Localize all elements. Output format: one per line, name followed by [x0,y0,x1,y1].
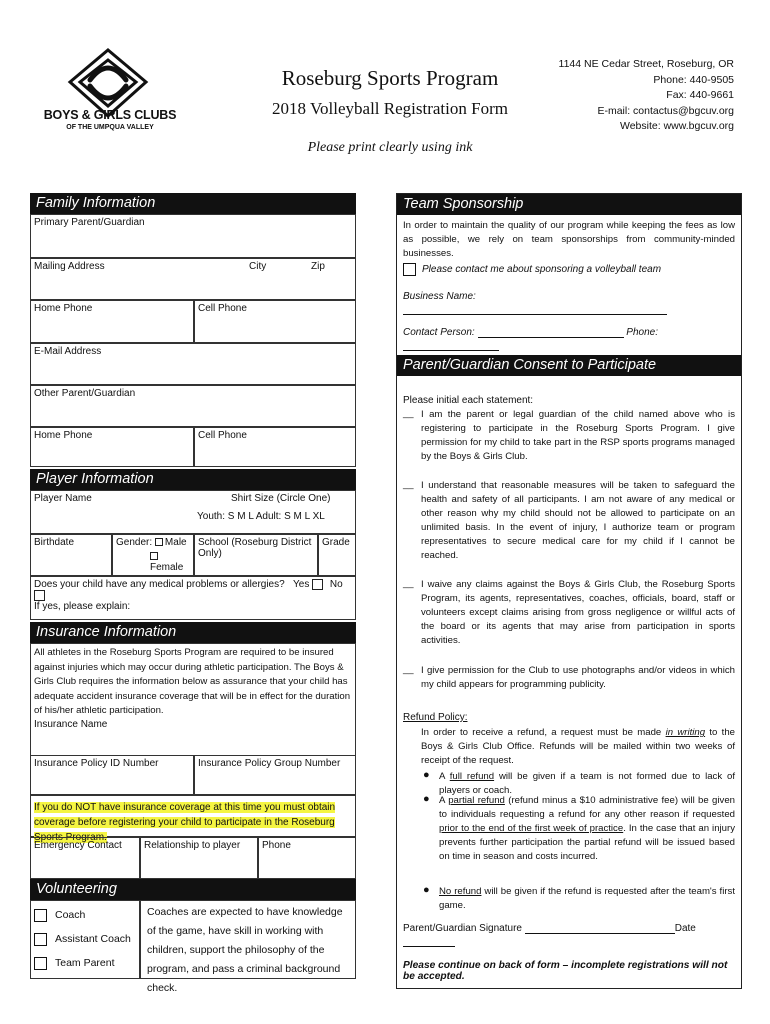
family-info-heading: Family Information [30,193,356,214]
contact-person-row [403,325,741,351]
refund-partial-d: prior to the end of the first week of practice [439,823,624,834]
shirt-size-label: Shirt Size (Circle One) [231,493,331,504]
home-phone-field[interactable] [30,300,194,343]
business-name-label: Business Name: [403,291,476,302]
sponsorship-text: In order to maintain the quality of our program while keeping the fees as low as possible, we rely on team sponsorships from community-minded businesses. [403,220,735,259]
fax: Fax: 440-9661 [666,89,734,101]
birthdate-field[interactable] [30,534,112,576]
business-name-row [403,291,741,315]
consent-statement-3: I waive any claims against the Boys & Girls Club, the Roseburg Sports Program, its agents, representatives, coaches, officials, board, staff or volunteers except claims arising from gross negligence or willful acts of the board or its agents that may arise from participation in sports activities. [421,579,735,646]
refund-policy-heading: Refund Policy: [403,712,468,723]
cell-phone2-label: Cell Phone [198,430,247,441]
player-name-field[interactable] [30,490,356,534]
refund-full-b: full refund [449,771,495,782]
sponsor-phone-label: Phone: [626,327,658,338]
mailing-address-label: Mailing Address [34,261,105,272]
org-subname: OF THE UMPQUA VALLEY [66,124,154,131]
home-phone-label: Home Phone [34,303,93,314]
date-line[interactable] [403,934,455,947]
insurance-warning-block [30,795,356,843]
email-label: E-Mail Address [34,346,102,357]
school-field[interactable] [194,534,318,576]
refund-partial-c: (refund minus a $10 administrative fee) will be given to individuals requesting a refund for any other reason if requested [439,795,735,820]
policy-id-field[interactable] [30,755,194,795]
cell-phone2-field[interactable] [194,427,356,467]
birthdate-label: Birthdate [34,537,75,548]
sponsor-phone-line[interactable] [403,338,499,351]
city-label: City [249,261,267,272]
refund-none [439,885,735,913]
assistant-coach-label: Assistant Coach [55,933,131,945]
other-guardian-field[interactable] [30,385,356,427]
primary-guardian-label: Primary Parent/Guardian [34,217,145,228]
address: 1144 NE Cedar Street, Roseburg, OR [558,58,734,70]
male-checkbox[interactable] [155,538,163,546]
refund-none-a: No refund [439,886,482,897]
insurance-warning-text-b: you must obtain coverage before registering your child to participate in the Roseburg Sports Program. [34,802,336,843]
yes-label: Yes [293,579,310,591]
refund-intro-c: to the Boys & Girls Club Office. Refunds will be mailed within two weeks of receipt of the request. [421,727,736,766]
contact-sponsor-checkbox[interactable] [403,263,416,276]
contact-sponsor-label: Please contact me about sponsoring a volleyball team [422,264,662,276]
coach-checkbox[interactable] [34,909,47,922]
zip-label: Zip [311,261,325,272]
relationship-label: Relationship to player [144,840,241,851]
refund-intro-a: In order to receive a refund, a request must be made [421,727,666,738]
consent-statement-1: I am the parent or legal guardian of the child named above who is registering to participate in the Roseburg Sports Program. I give permission for my child to take part in the RSP sports programs managed by the Boys & Girls Club. [421,409,735,462]
coach-label: Coach [55,909,86,921]
volunteer-options [30,900,140,979]
date-label: Date [674,923,696,934]
insurance-info-heading: Insurance Information [30,622,356,643]
initial-line-3[interactable]: __ [403,578,414,589]
refund-partial [439,794,735,864]
email: E-mail: contactus@bgcuv.org [597,104,734,117]
female-label: Female [150,562,184,573]
school-label: School (Roseburg District Only) [198,537,312,559]
consent-statement-4: I give permission for the Club to use photographs and/or videos in which my child appears for programming publicity. [421,665,735,690]
insurance-intro-text: All athletes in the Roseburg Sports Program are required to be insured against injuries which may occur during athletic participation. The Boys & Girls Club requires the information below as assurance that your child has adequate accident insurance coverage that will be in effect for the duration of his/her athletic participation. [34,647,351,716]
business-name-line[interactable] [403,302,667,315]
gender-field [112,534,194,576]
player-name-label: Player Name [34,493,92,504]
continue-note: Please continue on back of form – incomplete registrations will not be accepted. [403,960,728,982]
signature-line[interactable] [525,921,675,934]
initial-line-4[interactable]: __ [403,664,414,675]
male-label: Male [164,537,187,548]
consent-heading: Parent/Guardian Consent to Participate [397,355,741,376]
initial-line-2[interactable]: __ [403,479,414,490]
left-column [30,193,356,994]
bullet-icon: ● [423,769,430,781]
medical-no-checkbox[interactable] [34,590,45,601]
contact-block [559,57,734,135]
bullet-icon: ● [423,884,430,896]
group-number-field[interactable] [194,755,356,795]
emergency-phone-field[interactable] [258,837,356,879]
refund-partial-b: partial refund [448,795,505,806]
initial-line-1[interactable]: __ [403,408,414,419]
refund-partial-a: A [439,795,449,806]
refund-partial-e: . In the case that an injury prevents further participation the partial refund will be issued based on time in season and costs incurred. [439,823,735,862]
insurance-intro-block [30,643,356,755]
group-number-label: Insurance Policy Group Number [198,758,341,769]
email-field[interactable] [30,343,356,385]
signature-label: Parent/Guardian Signature [403,923,522,934]
female-checkbox[interactable] [150,552,158,560]
refund-full-c: will be given if a team is not formed due to lack of players or coach. [439,771,735,796]
cell-phone-field[interactable] [194,300,356,343]
right-column [396,193,742,989]
contact-person-label: Contact Person: [403,327,475,338]
emergency-phone-label: Phone [262,840,291,851]
print-note: Please print clearly using ink [307,140,473,155]
form-title: Roseburg Sports Program [281,66,499,90]
gender-label: Gender: [116,537,153,548]
phone: Phone: 440-9505 [653,73,734,86]
shirt-size-options[interactable]: Youth: S M L Adult: S M L XL [197,511,325,522]
refund-none-b: will be given if the refund is requested after the team's first game. [439,886,735,911]
contact-person-line[interactable] [478,325,624,338]
team-parent-label: Team Parent [55,957,115,969]
refund-intro [421,726,735,768]
team-parent-checkbox[interactable] [34,957,47,970]
initial-instruction: Please initial each statement: [403,395,534,406]
explain-label: If yes, please explain: [34,601,131,613]
policy-id-label: Insurance Policy ID Number [34,758,159,769]
mailing-address-field[interactable] [30,258,356,300]
home-phone2-field[interactable] [30,427,194,467]
signature-row [403,921,741,947]
relationship-field[interactable] [140,837,258,879]
medical-yes-checkbox[interactable] [312,579,323,590]
volunteering-heading: Volunteering [30,879,356,900]
player-info-heading: Player Information [30,469,356,490]
emergency-contact-field[interactable] [30,837,140,879]
insurance-warning-text-a: If you do NOT have insurance coverage at this time [34,802,262,813]
medical-field [30,576,356,620]
insurance-name-label: Insurance Name [34,718,108,730]
website: Website: www.bgcuv.org [620,120,734,132]
grade-field[interactable] [318,534,356,576]
primary-guardian-field[interactable] [30,214,356,258]
medical-question: Does your child have any medical problems or allergies? [34,579,285,591]
team-sponsorship-heading: Team Sponsorship [397,194,741,215]
org-name: BOYS & GIRLS CLUBS [43,108,177,122]
no-label: No [329,579,343,591]
refund-full-a: A [439,771,450,782]
contact-sponsor-option [403,263,661,276]
bullet-icon: ● [423,793,430,805]
consent-statement-2: I understand that reasonable measures will be taken to safeguard the health and safety of all participants. I am not aware of any medical or other reason why my child should not be allowed to participate on an unlimited basis. In the event of injury, I authorize team or program representatives to secure medical care for my child if I cannot be reached. [421,480,735,561]
emergency-contact-label: Emergency Contact [34,840,122,851]
home-phone2-label: Home Phone [34,430,93,441]
cell-phone-label: Cell Phone [198,303,247,314]
volunteer-note: Coaches are expected to have knowledge of the game, have skill in working with children, support the philosophy of the program, and pass a criminal background check. [140,900,356,979]
grade-label: Grade [322,537,350,548]
refund-intro-b: in writing [665,727,706,738]
form-subtitle: 2018 Volleyball Registration Form [272,99,508,118]
assistant-coach-checkbox[interactable] [34,933,47,946]
other-guardian-label: Other Parent/Guardian [34,388,136,399]
